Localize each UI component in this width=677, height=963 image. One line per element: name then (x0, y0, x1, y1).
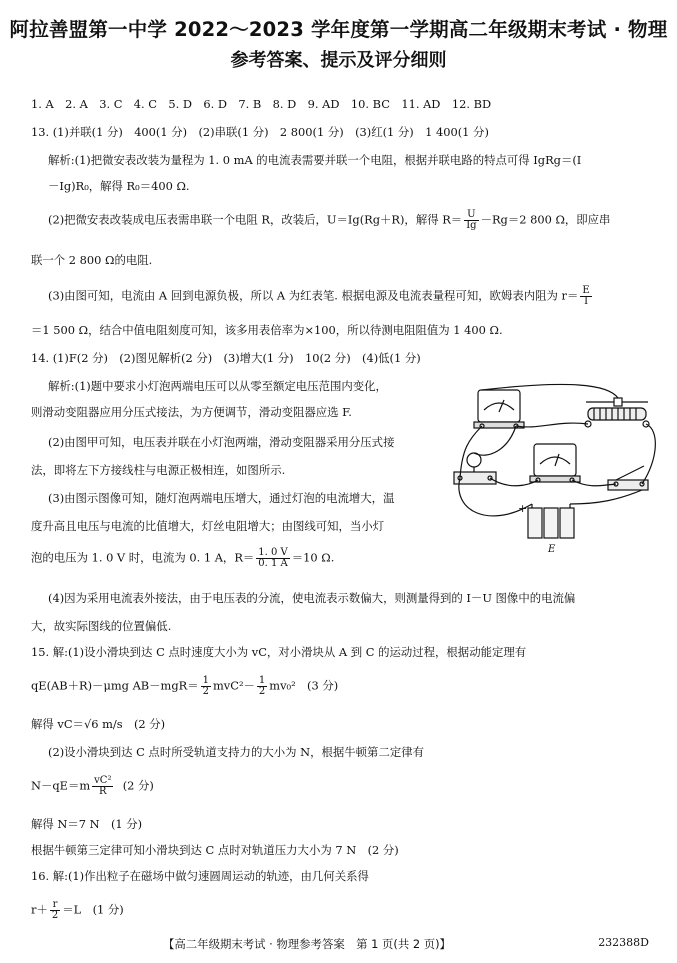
q16-equation-lhs: r＋ (31, 902, 48, 917)
q14-analysis-3-cont: 度升高且电压与电流的比值增大，灯丝电阻增大；由图线可知，当小灯 (31, 519, 385, 533)
page-footer: 【高二年级期末考试 · 物理参考答案 第 1 页(共 2 页)】 (163, 937, 451, 951)
q15-solve-vc: 解得 vC＝√6 m/s (2 分) (31, 717, 166, 731)
page-subtitle: 参考答案、提示及评分细则 (230, 50, 447, 71)
q14-analysis-3-end-text: 泡的电压为 1. 0 V 时，电流为 0. 1 A，R＝ (31, 550, 255, 565)
fraction-numerator: vC² (94, 775, 112, 786)
battery-positive-label: + (518, 502, 528, 515)
q15-third-law: 根据牛顿第三定律可知小滑块到达 C 点时对轨道压力大小为 7 N (2 分) (31, 843, 399, 857)
q13-analysis-2-cont: 联一个 2 800 Ω的电阻. (31, 253, 153, 267)
fraction-denominator: 2 (51, 910, 59, 921)
fraction-denominator: I (584, 296, 589, 307)
q15-energy-equation (31, 676, 338, 697)
fraction-r-over-2 (50, 900, 60, 921)
fraction-e-over-i (580, 286, 591, 307)
q13-analysis-1: 解析:(1)把微安表改装为量程为 1. 0 mA 的电流表需要并联一个电阻，根据并联电路的特点可得 IgRg＝(I (48, 153, 582, 167)
q14-analysis-2: (2)由图甲可知，电压表并联在小灯泡两端，滑动变阻器采用分压式接 (48, 435, 395, 449)
fraction-denominator: 2 (202, 686, 209, 697)
fraction-numerator: 1. 0 V (258, 547, 288, 558)
fraction-denominator: 2 (258, 686, 266, 697)
circuit-diagram-figure (448, 380, 660, 558)
q14-analysis-1-cont: 则滑动变阻器应用分压式接法，为方便调节，滑动变阻器应选 F. (31, 405, 352, 419)
q13-analysis-3-text: (3)由图可知，电流由 A 回到电源负极，所以 A 为红表笔. 根据电源及电流表量程可知，欧姆表内阻为 r＝ (48, 288, 579, 303)
fraction-numerator: E (582, 285, 590, 296)
lamp-icon (454, 453, 496, 484)
q15-newton-score: (2 分) (122, 778, 154, 793)
fraction-denominator: 0. 1 A (258, 558, 288, 569)
q15-newton-lhs: N－qE＝m (31, 778, 91, 793)
q14-analysis-4: (4)因为采用电流表外接法，由于电压表的分流，使电流表示数偏大，则测量得到的 I－U 图像中的电流偏 (48, 591, 576, 605)
fraction-numerator: U (464, 210, 478, 221)
q16-geometry-equation (31, 900, 124, 921)
mcq-answers: 1. A 2. A 3. C 4. C 5. D 6. D 7. B 8. D 9. AD 10. BC 11. AD 12. BD (31, 97, 492, 111)
q15-equation-part2: mvC²－ (213, 678, 255, 693)
q13-analysis-1-cont: －Ig)R₀，解得 R₀＝400 Ω. (48, 179, 190, 193)
q14-analysis-3: (3)由图示图像可知，随灯泡两端电压增大，通过灯泡的电流增大，温 (48, 491, 395, 505)
q14-analysis-4-cont: 大，故实际图线的位置偏低. (31, 619, 172, 633)
q13-analysis-3-cont: ＝1 500 Ω，结合中值电阻刻度可知，该多用表倍率为×100，所以待测电阻阻值为 1 400 Ω. (31, 323, 503, 337)
q15-intro: 15. 解:(1)设小滑块到达 C 点时速度大小为 vC，对小滑块从 A 到 C 的运动过程，根据动能定理有 (31, 645, 527, 659)
q14-analysis-1: 解析:(1)题中要求小灯泡两端电压可以从零至额定电压范围内变化， (48, 379, 387, 393)
q15-equation-part3: mv₀² (3 分) (269, 678, 339, 693)
q16-equation-rhs: ＝L (1 分) (62, 902, 124, 917)
fraction-denominator: R (99, 786, 107, 797)
fraction-denominator: Ig (466, 220, 477, 231)
document-code: 232388D (598, 936, 649, 949)
q14-analysis-2-cont: 法，即将左下方接线柱与电源正极相连，如图所示. (31, 463, 286, 477)
rheostat-icon (585, 398, 649, 427)
q14-analysis-3-end (31, 548, 334, 569)
q14-resistance-result: ＝10 Ω. (291, 550, 335, 565)
switch-icon (608, 466, 648, 490)
ammeter-icon (530, 444, 580, 482)
q15-part2-intro: (2)设小滑块到达 C 点时所受轨道支持力的大小为 N，根据牛顿第二定律有 (48, 745, 425, 759)
q15-equation-part1: qE(AB＋R)－μmg AB－mgR＝ (31, 678, 199, 693)
fraction-half (257, 676, 267, 697)
q13-analysis-2 (48, 210, 610, 231)
q13-analysis-2-text-end: －Rg＝2 800 Ω，即应串 (480, 212, 611, 227)
fraction-half (201, 676, 211, 697)
q15-newton-equation (31, 776, 154, 797)
q13-analysis-2-text: (2)把微安表改装成电压表需串联一个电阻 R，改装后，U＝Ig(Rg＋R)，解得 R＝ (48, 212, 463, 227)
battery-icon (528, 504, 574, 538)
q15-solve-n: 解得 N＝7 N (1 分) (31, 817, 143, 831)
fraction-numerator: 1 (258, 675, 266, 686)
q13-analysis-3 (48, 286, 594, 307)
fraction-u-over-ig (464, 210, 478, 231)
fraction-vc2-over-r (92, 776, 113, 797)
fraction-voltage-over-current (256, 548, 289, 569)
q13-answers: 13. (1)并联(1 分) 400(1 分) (2)串联(1 分) 2 800(1 分) (3)红(1 分) 1 400(1 分) (31, 125, 489, 139)
q16-intro: 16. 解:(1)作出粒子在磁场中做匀速圆周运动的轨迹，由几何关系得 (31, 869, 369, 883)
q14-answers: 14. (1)F(2 分) (2)图见解析(2 分) (3)增大(1 分) 10(2 分) (4)低(1 分) (31, 351, 421, 365)
voltmeter-icon (474, 390, 524, 428)
fraction-numerator: r (50, 900, 60, 911)
battery-label: E (548, 544, 556, 555)
fraction-numerator: 1 (202, 675, 209, 686)
page-title: 阿拉善盟第一中学 2022～2023 学年度第一学期高二年级期末考试 · 物理 (9, 18, 668, 41)
